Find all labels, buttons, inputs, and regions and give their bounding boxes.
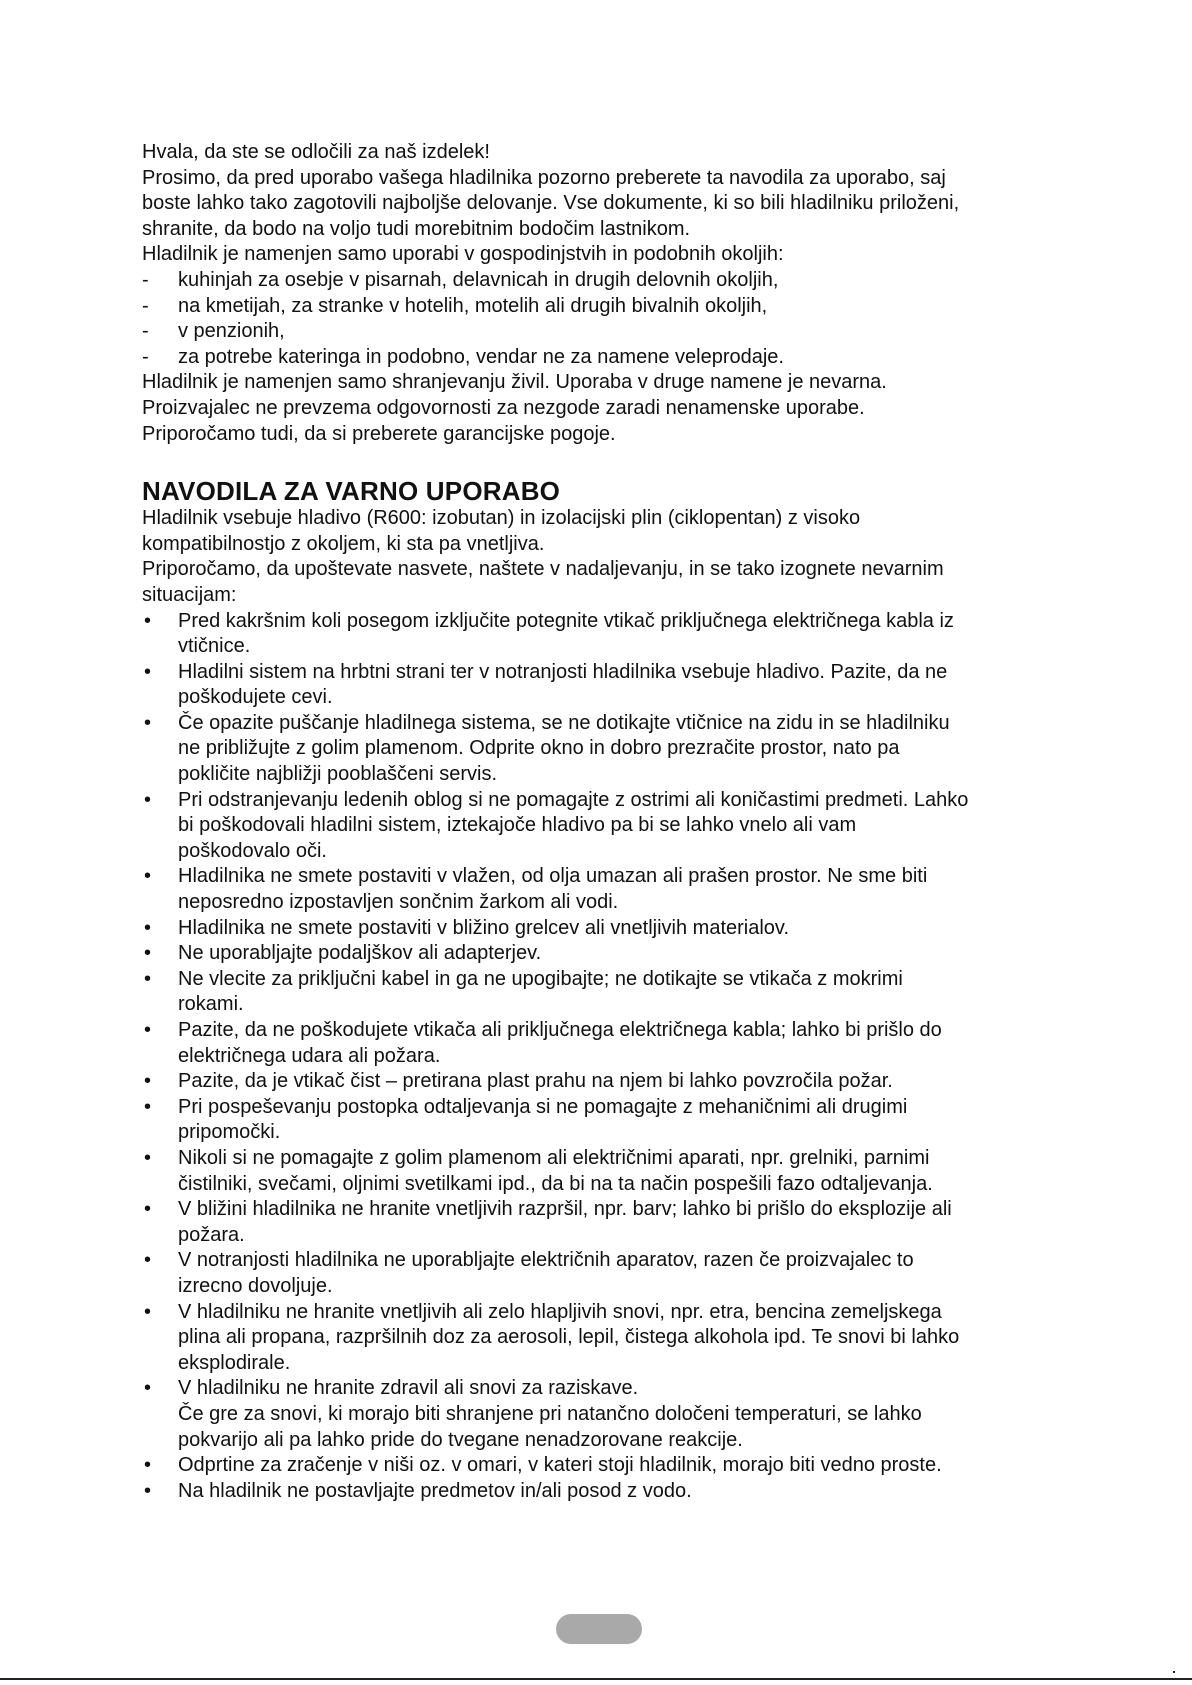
- bullet-marker: •: [144, 1146, 152, 1169]
- list-item: [142, 711, 1062, 788]
- dash-marker: -: [142, 294, 149, 317]
- list-item-text: Hladilni sistem na hrbtni strani ter v notranjosti hladilnika vsebuje hladivo. Pazite, da ne: [178, 660, 948, 683]
- crop-mark: [1173, 1671, 1175, 1673]
- list-item: [142, 1479, 1062, 1505]
- intro-line: shranite, da bodo na voljo tudi morebitnim bodočim lastnikom.: [142, 217, 691, 240]
- section-title: NAVODILA ZA VARNO UPORABO: [142, 476, 561, 507]
- closing-line: Hladilnik je namenjen samo shranjevanju živil. Uporaba v druge namene je nevarna.: [142, 371, 887, 394]
- page-number-pill: [556, 1614, 642, 1644]
- list-item-text: V hladilniku ne hranite zdravil ali snovi za raziskave.: [178, 1377, 639, 1400]
- list-item: [142, 788, 1062, 865]
- list-item-text: poškodujete cevi.: [178, 686, 333, 709]
- list-item: [142, 319, 1062, 345]
- intro-line: Hvala, da ste se odločili za naš izdelek!: [142, 141, 490, 163]
- list-item: [142, 345, 1062, 371]
- list-item-text: Ne vlecite za priključni kabel in ga ne upogibajte; ne dotikajte se vtikača z mokrimi: [178, 967, 903, 990]
- list-item-text: plina ali propana, razpršilnih doz za aerosoli, lepil, čistega alkohola ipd. Te snovi bi lahko: [178, 1326, 960, 1349]
- page-bottom-rule: [0, 1678, 1192, 1680]
- list-item-text: ne približujte z golim plamenom. Odprite okno in dobro prezračite prostor, nato pa: [178, 737, 900, 760]
- bullet-marker: •: [144, 660, 152, 683]
- list-item-text: rokami.: [178, 993, 244, 1016]
- bullet-marker: •: [144, 967, 152, 990]
- document-page: [142, 140, 1062, 1504]
- list-item-text: Hladilnika ne smete postaviti v vlažen, od olja umazan ali prašen prostor. Ne sme biti: [178, 865, 928, 888]
- safety-intro-line: Hladilnik vsebuje hladivo (R600: izobutan) in izolacijski plin (ciklopentan) z visoko: [142, 507, 861, 530]
- usage-environment-list: [142, 268, 1062, 370]
- list-item: [142, 967, 1062, 1018]
- dash-marker: -: [142, 345, 149, 368]
- list-item: [142, 609, 1062, 660]
- list-item: [142, 1095, 1062, 1146]
- bullet-marker: •: [144, 1300, 152, 1323]
- list-item-text: električnega udara ali požara.: [178, 1044, 441, 1067]
- bullet-marker: •: [144, 1479, 152, 1502]
- bullet-marker: •: [144, 788, 152, 811]
- list-item-text: za potrebe kateringa in podobno, vendar ne za namene veleprodaje.: [178, 345, 784, 368]
- intro-paragraph: [142, 140, 1062, 268]
- bullet-marker: •: [144, 1198, 152, 1221]
- list-item-text: v penzionih,: [178, 320, 285, 343]
- list-item: [142, 916, 1062, 942]
- list-item-text: Pri odstranjevanju ledenih oblog si ne pomagajte z ostrimi ali koničastimi predmeti. Lahko: [178, 788, 969, 811]
- list-item: [142, 1018, 1062, 1069]
- closing-line: Priporočamo tudi, da si preberete garancijske pogoje.: [142, 422, 616, 445]
- dash-marker: -: [142, 320, 149, 343]
- bullet-marker: •: [144, 1019, 152, 1041]
- intro-line: Prosimo, da pred uporabo vašega hladilnika pozorno preberete ta navodila za uporabo, saj: [142, 166, 946, 189]
- list-item: [142, 1146, 1062, 1197]
- safety-intro-line: situacijam:: [142, 583, 237, 606]
- list-item: [142, 294, 1062, 320]
- list-item-text: Ne uporabljajte podaljškov ali adapterjev.: [178, 942, 542, 965]
- list-item: [142, 1248, 1062, 1299]
- intro-line: Hladilnik je namenjen samo uporabi v gospodinjstvih in podobnih okoljih:: [142, 243, 784, 266]
- list-item-text: V hladilniku ne hranite vnetljivih ali zelo hlapljivih snovi, npr. etra, bencina zemeljskega: [178, 1300, 942, 1323]
- list-item: [142, 1300, 1062, 1377]
- list-item-text: Če opazite puščanje hladilnega sistema, se ne dotikajte vtičnice na zidu in se hladilniku: [178, 711, 950, 734]
- bullet-marker: •: [144, 1095, 152, 1118]
- list-item-text: izrecno dovoljuje.: [178, 1274, 333, 1297]
- list-item: [142, 1453, 1062, 1479]
- bullet-marker: •: [144, 1070, 152, 1093]
- list-item: [142, 941, 1062, 967]
- list-item: [142, 864, 1062, 915]
- list-item-text: kuhinjah za osebje v pisarnah, delavnicah in drugih delovnih okoljih,: [178, 268, 779, 291]
- list-item-text: poškodovalo oči.: [178, 839, 327, 862]
- intro-line: boste lahko tako zagotovili najboljše delovanje. Vse dokumente, ki so bili hladilniku priloženi,: [142, 192, 960, 215]
- list-item-text: V bližini hladilnika ne hranite vnetljivih razpršil, npr. barv; lahko bi prišlo do eksplozije ali: [178, 1198, 952, 1221]
- list-item-text: Odprtine za zračenje v niši oz. v omari, v kateri stoji hladilnik, morajo biti vedno proste.: [178, 1454, 942, 1477]
- list-item-text: Nikoli si ne pomagajte z golim plamenom ali električnimi aparati, npr. grelniki, parnimi: [178, 1146, 930, 1169]
- list-item-text: Pazite, da je vtikač čist – pretirana plast prahu na njem bi lahko povzročila požar.: [178, 1070, 893, 1093]
- bullet-marker: •: [144, 609, 152, 632]
- bullet-marker: •: [144, 916, 152, 939]
- list-item-text: Pri pospeševanju postopka odtaljevanja si ne pomagajte z mehaničnimi ali drugimi: [178, 1095, 908, 1118]
- list-item: [142, 660, 1062, 711]
- dash-marker: -: [142, 268, 149, 291]
- list-item: [142, 268, 1062, 294]
- bullet-marker: •: [144, 1377, 152, 1400]
- list-item-text: Hladilnika ne smete postaviti v bližino grelcev ali vnetljivih materialov.: [178, 916, 790, 939]
- list-item-text: na kmetijah, za stranke v hotelih, motelih ali drugih bivalnih okoljih,: [178, 294, 768, 317]
- list-item-text: Če gre za snovi, ki morajo biti shranjene pri natančno določeni temperaturi, se lahko: [178, 1402, 922, 1425]
- closing-line: Proizvajalec ne prevzema odgovornosti za nezgode zaradi nenamenske uporabe.: [142, 396, 865, 419]
- list-item: [142, 1197, 1062, 1248]
- list-item: [142, 1069, 1062, 1095]
- list-item-text: čistilniki, svečami, oljnimi svetilkami ipd., da bi na ta način pospešili fazo odtaljevanja.: [178, 1172, 933, 1195]
- list-item-text: Pred kakršnim koli posegom izključite potegnite vtikač priključnega električnega kabla iz: [178, 609, 954, 632]
- safety-intro-paragraph: [142, 506, 1062, 608]
- list-item-text: požara.: [178, 1223, 245, 1246]
- list-item-text: Na hladilnik ne postavljajte predmetov in/ali posod z vodo.: [178, 1479, 692, 1502]
- list-item-text: pripomočki.: [178, 1121, 281, 1144]
- safety-instructions-list: [142, 609, 1062, 1505]
- safety-intro-line: Priporočamo, da upoštevate nasvete, naštete v nadaljevanju, in se tako izognete nevarnim: [142, 558, 944, 581]
- list-item-text: pokličite najbližji pooblaščeni servis.: [178, 763, 498, 786]
- list-item-text: Pazite, da ne poškodujete vtikača ali priključnega električnega kabla; lahko bi prišlo do: [178, 1019, 942, 1041]
- safety-intro-line: kompatibilnostjo z okoljem, ki sta pa vnetljiva.: [142, 532, 545, 555]
- list-item-text: V notranjosti hladilnika ne uporabljajte električnih aparatov, razen če proizvajalec to: [178, 1249, 914, 1272]
- intro-closing-paragraph: [142, 370, 1062, 447]
- bullet-marker: •: [144, 865, 152, 888]
- list-item: [142, 1376, 1062, 1453]
- list-item-text: pokvarijo ali pa lahko pride do tvegane nenadzorovane reakcije.: [178, 1428, 743, 1451]
- list-item-text: neposredno izpostavljen sončnim žarkom ali vodi.: [178, 891, 619, 914]
- bullet-marker: •: [144, 1454, 152, 1477]
- bullet-marker: •: [144, 711, 152, 734]
- list-item-text: eksplodirale.: [178, 1351, 291, 1374]
- list-item-text: vtičnice.: [178, 635, 251, 658]
- bullet-marker: •: [144, 942, 152, 965]
- list-item-text: bi poškodovali hladilni sistem, iztekajoče hladivo pa bi se lahko vnelo ali vam: [178, 814, 857, 837]
- bullet-marker: •: [144, 1249, 152, 1272]
